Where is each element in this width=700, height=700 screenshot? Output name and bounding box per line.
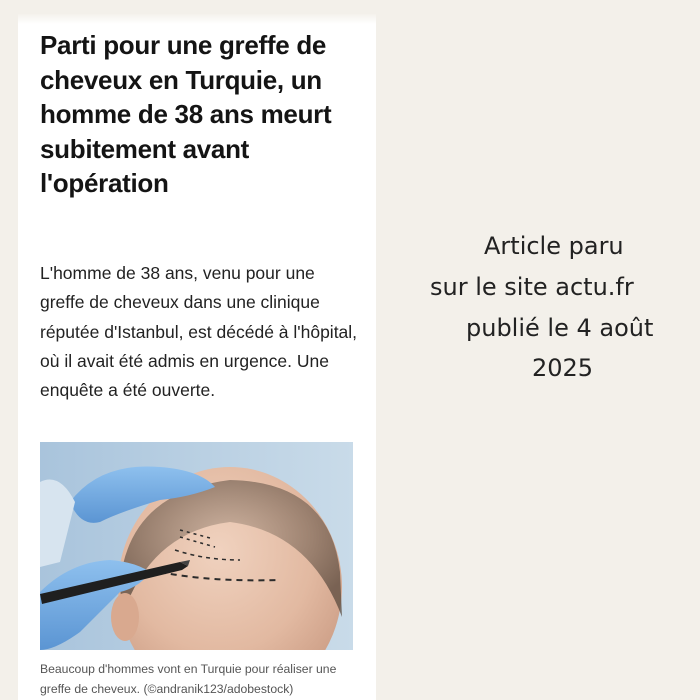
article-headline[interactable]: Parti pour une greffe de cheveux en Turquie, un homme de 38 ans meurt subitement avant l'opération <box>40 30 332 198</box>
photo-caption: Beaucoup d'hommes vont en Turquie pour réaliser une greffe de cheveux. (©andranik123/adobestock) <box>40 662 337 696</box>
patient-ear <box>111 593 139 641</box>
note-line-2: sur le site actu.fr <box>430 273 634 301</box>
note-line-1: Article paru <box>484 232 624 260</box>
article-card <box>18 14 376 700</box>
note-line-3: publié le 4 août <box>466 314 654 342</box>
article-photo[interactable] <box>40 442 353 650</box>
hair-transplant-illustration <box>40 442 353 650</box>
article-lead: L'homme de 38 ans, venu pour une greffe de cheveux dans une clinique réputée d'Istanbul, est décédé à l'hôpital, où il avait été admis en urgence. Une enquête a été ouverte. <box>40 263 358 401</box>
note-line-4: 2025 <box>532 354 594 382</box>
top-fade <box>18 14 376 24</box>
